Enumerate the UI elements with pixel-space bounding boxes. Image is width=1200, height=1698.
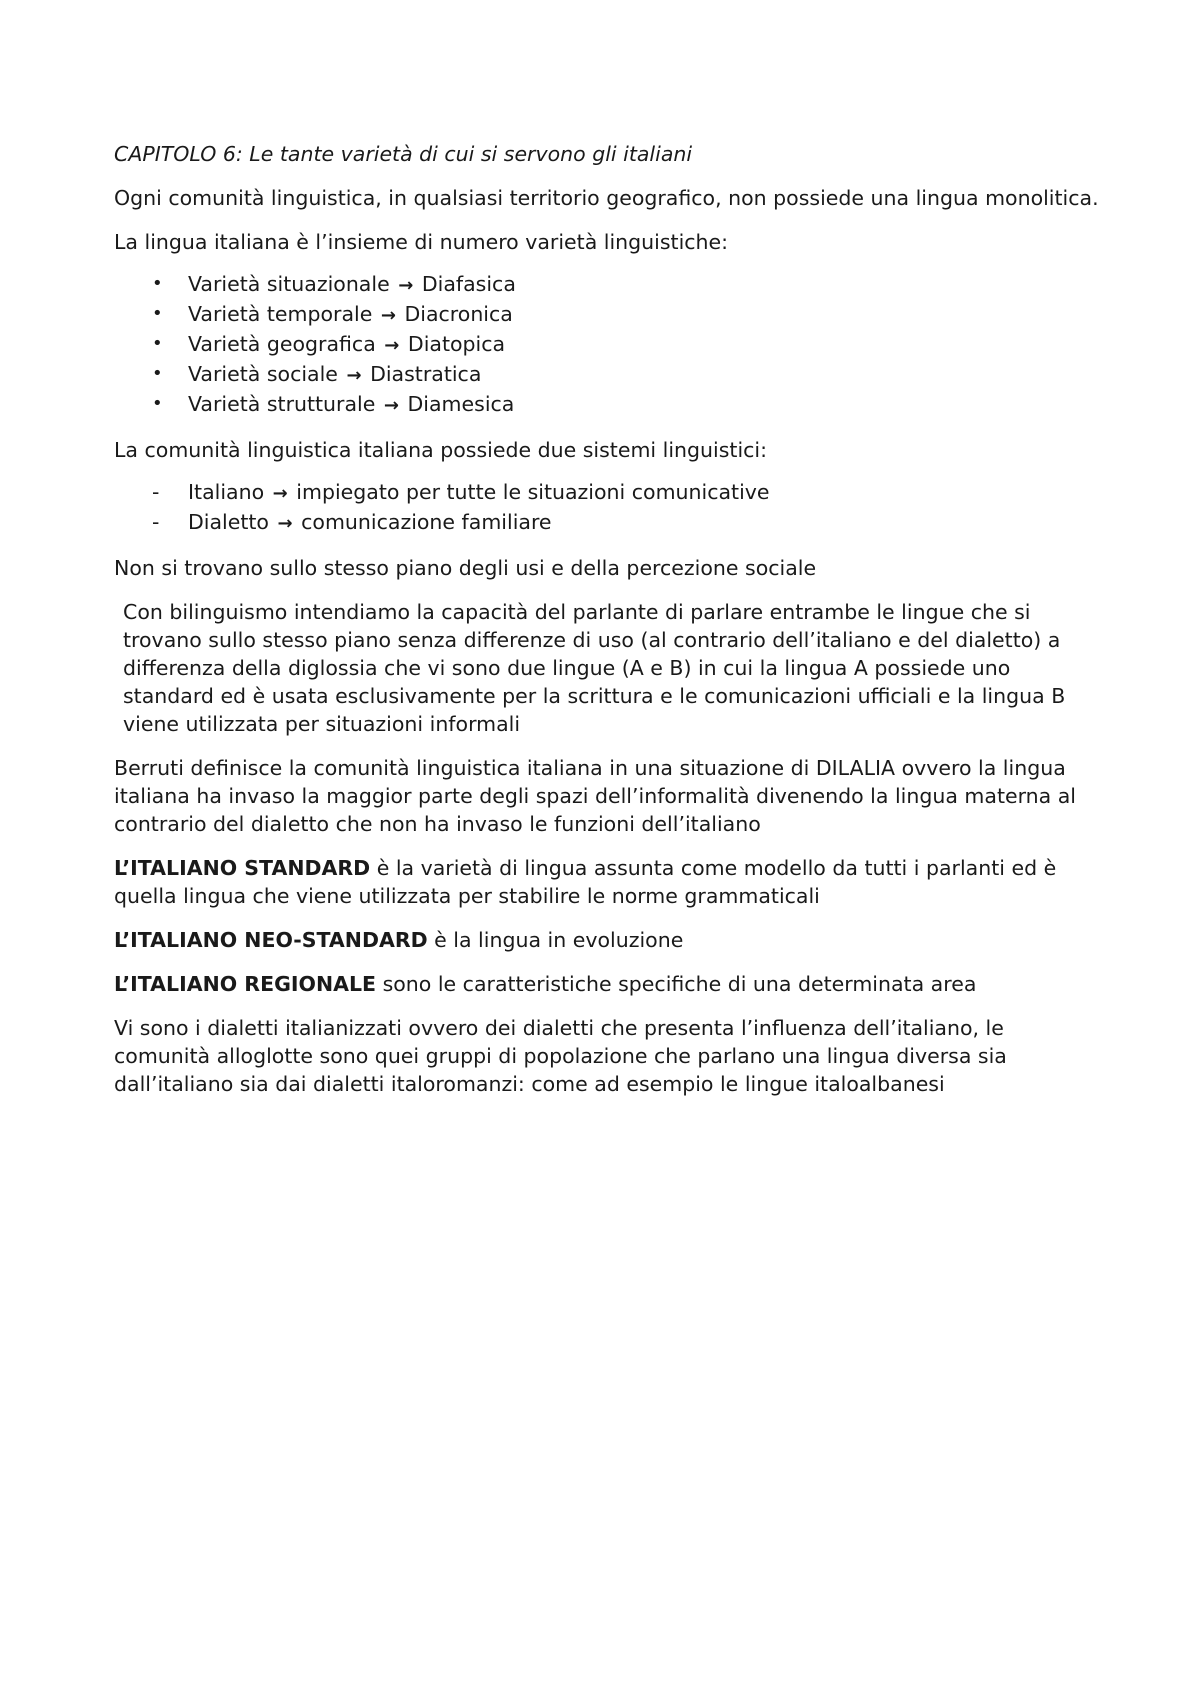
- arrow-right-icon: →: [277, 513, 293, 534]
- arrow-right-icon: →: [272, 483, 288, 504]
- variety-term: Diacronica: [404, 302, 513, 326]
- paragraph-italiano-regionale: [114, 970, 1099, 998]
- system-desc: impiegato per tutte le situazioni comunicative: [296, 480, 770, 504]
- paragraph-dialetti-italianizzati: Vi sono i dialetti italianizzati ovvero dei dialetti che presenta l’influenza dell’italiano, le comunità alloglotte sono quei gruppi di popolazione che parlano una lingua diversa sia dall’italiano sia dai dialetti italoromanzi: come ad esempio le lingue italoalbanesi: [114, 1016, 1007, 1096]
- system-desc: comunicazione familiare: [301, 510, 552, 534]
- term-italiano-standard: L’ITALIANO STANDARD: [114, 856, 371, 880]
- bullet-icon: •: [152, 393, 163, 414]
- system-name: Dialetto: [188, 510, 269, 534]
- paragraph-bilinguismo: Con bilinguismo intendiamo la capacità del parlante di parlare entrambe le lingue che si trovano sullo stesso piano senza differenze di uso (al contrario dell’italiano e del dialetto) a differenza della diglossia che vi sono due lingue (A e B) in cui la lingua A possiede uno standard ed è usata esclusivamente per la scrittura e le comunicazioni ufficiali e la lingua B viene utilizzata per situazioni informali: [123, 600, 1066, 736]
- bullet-icon: •: [152, 303, 163, 324]
- variety-term: Diamesica: [407, 392, 515, 416]
- list-item: [114, 390, 1099, 420]
- paragraph-social-perception: Non si trovano sullo stesso piano degli usi e della percezione sociale: [114, 556, 817, 580]
- arrow-right-icon: →: [346, 365, 362, 386]
- bullet-icon: •: [152, 363, 163, 384]
- document-body: [114, 140, 1099, 1114]
- variety-name: Varietà geografica: [188, 332, 376, 356]
- variety-term: Diastratica: [370, 362, 482, 386]
- paragraph-italiano-standard: [114, 854, 1099, 910]
- paragraph-berruti: Berruti definisce la comunità linguistica italiana in una situazione di DILALIA ovvero la lingua italiana ha invaso la maggior parte degli spazi dell’informalità divenendo la lingua materna al contrario del dialetto che non ha invaso le funzioni dell’italiano: [114, 756, 1076, 836]
- dash-icon: -: [152, 510, 160, 534]
- list-item: [114, 300, 1099, 330]
- variety-name: Varietà situazionale: [188, 272, 390, 296]
- paragraph-varieties-intro: La lingua italiana è l’insieme di numero varietà linguistiche:: [114, 230, 729, 254]
- list-item: [114, 478, 1099, 508]
- arrow-right-icon: →: [398, 275, 414, 296]
- varieties-list: [114, 270, 1099, 420]
- variety-name: Varietà temporale: [188, 302, 373, 326]
- bullet-icon: •: [152, 273, 163, 294]
- definition-text: è la varietà di lingua assunta come modello da tutti i parlanti ed è quella lingua che viene utilizzata per stabilire le norme grammaticali: [114, 856, 1057, 908]
- definition-text: è la lingua in evoluzione: [427, 928, 684, 952]
- arrow-right-icon: →: [380, 305, 396, 326]
- variety-term: Diafasica: [421, 272, 516, 296]
- variety-name: Varietà sociale: [188, 362, 338, 386]
- arrow-right-icon: →: [383, 395, 399, 416]
- paragraph-monolithic: Ogni comunità linguistica, in qualsiasi territorio geografico, non possiede una lingua monolitica.: [114, 186, 1099, 210]
- chapter-title: CAPITOLO 6: Le tante varietà di cui si servono gli italiani: [114, 142, 693, 166]
- system-name: Italiano: [188, 480, 265, 504]
- list-item: [114, 330, 1099, 360]
- paragraph-systems-intro: La comunità linguistica italiana possiede due sistemi linguistici:: [114, 438, 768, 462]
- list-item: [114, 360, 1099, 390]
- definition-text: sono le caratteristiche specifiche di una determinata area: [376, 972, 977, 996]
- term-italiano-regionale: L’ITALIANO REGIONALE: [114, 972, 377, 996]
- bullet-icon: •: [152, 333, 163, 354]
- variety-term: Diatopica: [407, 332, 506, 356]
- list-item: [114, 508, 1099, 538]
- list-item: [114, 270, 1099, 300]
- paragraph-italiano-neo-standard: [114, 926, 1099, 954]
- dash-icon: -: [152, 480, 160, 504]
- arrow-right-icon: →: [384, 335, 400, 356]
- systems-list: [114, 478, 1099, 538]
- term-italiano-neo-standard: L’ITALIANO NEO-STANDARD: [114, 928, 428, 952]
- variety-name: Varietà strutturale: [188, 392, 376, 416]
